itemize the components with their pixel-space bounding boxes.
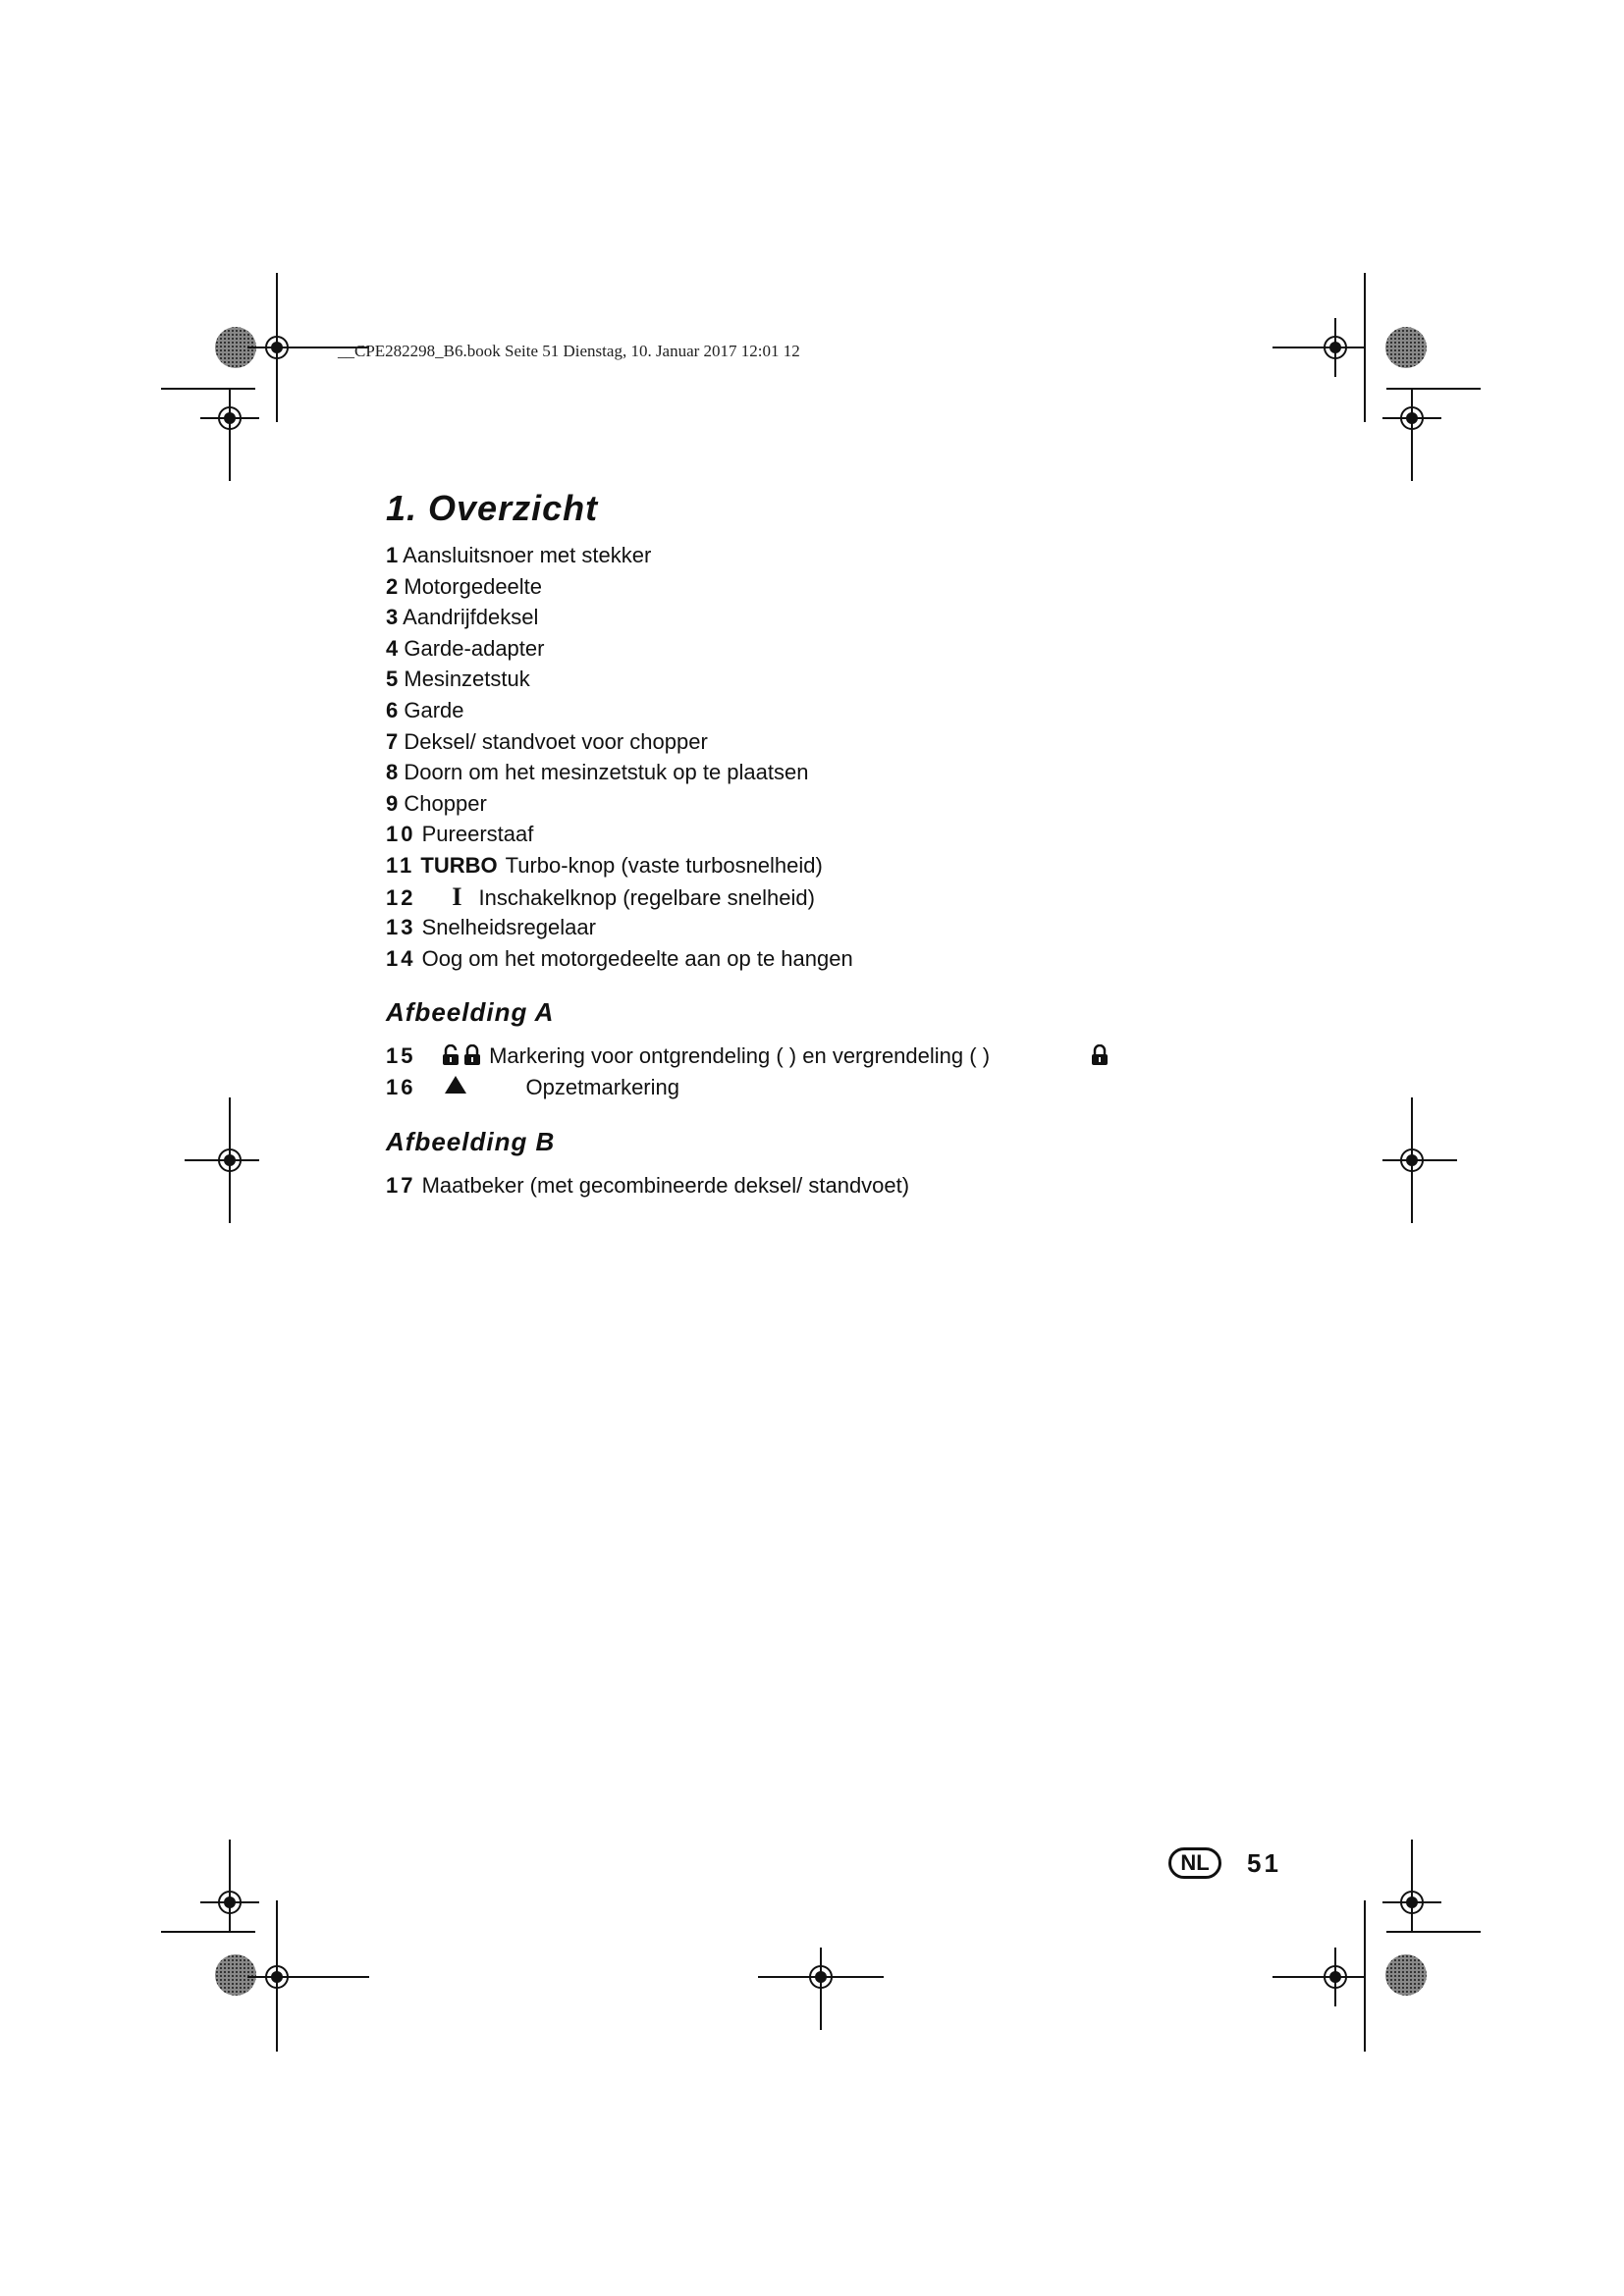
color-target-bottom-right (1385, 1954, 1427, 1996)
item-number: 10 (386, 822, 416, 847)
item-text: Inschakelknop (regelbare snelheid) (478, 884, 815, 910)
item-text: Opzetmarkering (525, 1074, 679, 1099)
item-number: 8 (386, 760, 399, 785)
item-number: 2 (386, 573, 399, 599)
figure-a-list (386, 1041, 1270, 1102)
page-content (386, 487, 1270, 1201)
list-item (386, 726, 1270, 758)
item-number: 6 (386, 697, 399, 722)
item-text: Chopper (404, 790, 487, 816)
color-target-bottom-left (215, 1954, 256, 1996)
item-text-end: ) (982, 1043, 991, 1069)
list-item (386, 1170, 1270, 1201)
lock-icon (461, 1044, 483, 1066)
turbo-keyword: TURBO (420, 852, 498, 878)
list-item (386, 695, 1270, 726)
item-text: Maatbeker (met gecombineerde deksel/ standvoet) (421, 1172, 910, 1198)
color-target-top-right (1385, 327, 1427, 368)
language-badge: NL (1168, 1847, 1221, 1879)
list-item (386, 788, 1270, 820)
item-text: Deksel/ standvoet voor chopper (404, 728, 708, 754)
triangle-marker-icon (445, 1076, 466, 1094)
list-item (386, 633, 1270, 665)
item-text: Mesinzetstuk (404, 667, 530, 692)
lock-icon-closed (1089, 1044, 1110, 1066)
item-text: Motorgedeelte (404, 573, 543, 599)
power-switch-symbol: I (452, 881, 462, 911)
section-heading-a: Afbeelding A (386, 997, 555, 1028)
list-item (386, 757, 1270, 788)
list-item (386, 1041, 1270, 1072)
item-number: 3 (386, 605, 399, 630)
item-text: Markering voor ontgrendeling ( (489, 1043, 784, 1069)
list-item (386, 912, 1270, 943)
page-footer (1168, 1847, 1281, 1879)
unlock-icon (440, 1044, 461, 1066)
page-number: 51 (1247, 1847, 1281, 1878)
item-number: 11 (386, 852, 415, 878)
item-text: Garde (404, 697, 464, 722)
page-title: 1. Overzicht (386, 488, 599, 528)
item-text: Doorn om het mesinzetstuk op te plaatsen (404, 760, 809, 785)
figure-b-list (386, 1170, 1270, 1201)
item-text: Aansluitsnoer met stekker (403, 543, 652, 567)
list-item (386, 664, 1270, 695)
list-item (386, 602, 1270, 633)
overview-list (386, 540, 1270, 974)
item-text: Turbo-knop (vaste turbosnelheid) (505, 852, 823, 878)
item-number: 13 (386, 915, 416, 940)
item-number: 12 (386, 884, 416, 910)
item-number: 7 (386, 728, 399, 754)
item-text: Oog om het motorgedeelte aan op te hangen (421, 945, 853, 971)
item-number: 16 (386, 1074, 416, 1099)
list-item (386, 850, 1270, 881)
list-item (386, 540, 1270, 571)
item-text: Pureerstaaf (421, 822, 534, 847)
section-heading-b: Afbeelding B (386, 1126, 556, 1156)
print-file-info: __CPE282298_B6.book Seite 51 Dienstag, 10. Januar 2017 12:01 12 (338, 342, 800, 360)
list-item (386, 881, 1270, 913)
list-item (386, 943, 1270, 975)
item-number: 1 (386, 543, 399, 567)
list-item (386, 571, 1270, 603)
item-number: 4 (386, 635, 399, 661)
list-item (386, 819, 1270, 850)
item-number: 15 (386, 1043, 416, 1069)
item-number: 17 (386, 1172, 416, 1198)
item-number: 14 (386, 945, 416, 971)
item-text-middle: ) en vergrendeling ( (788, 1043, 977, 1069)
item-number: 5 (386, 667, 399, 692)
item-text: Aandrijfdeksel (403, 605, 539, 630)
list-item (386, 1072, 1270, 1103)
item-text: Garde-adapter (404, 635, 545, 661)
item-number: 9 (386, 790, 399, 816)
item-text: Snelheidsregelaar (421, 915, 596, 940)
